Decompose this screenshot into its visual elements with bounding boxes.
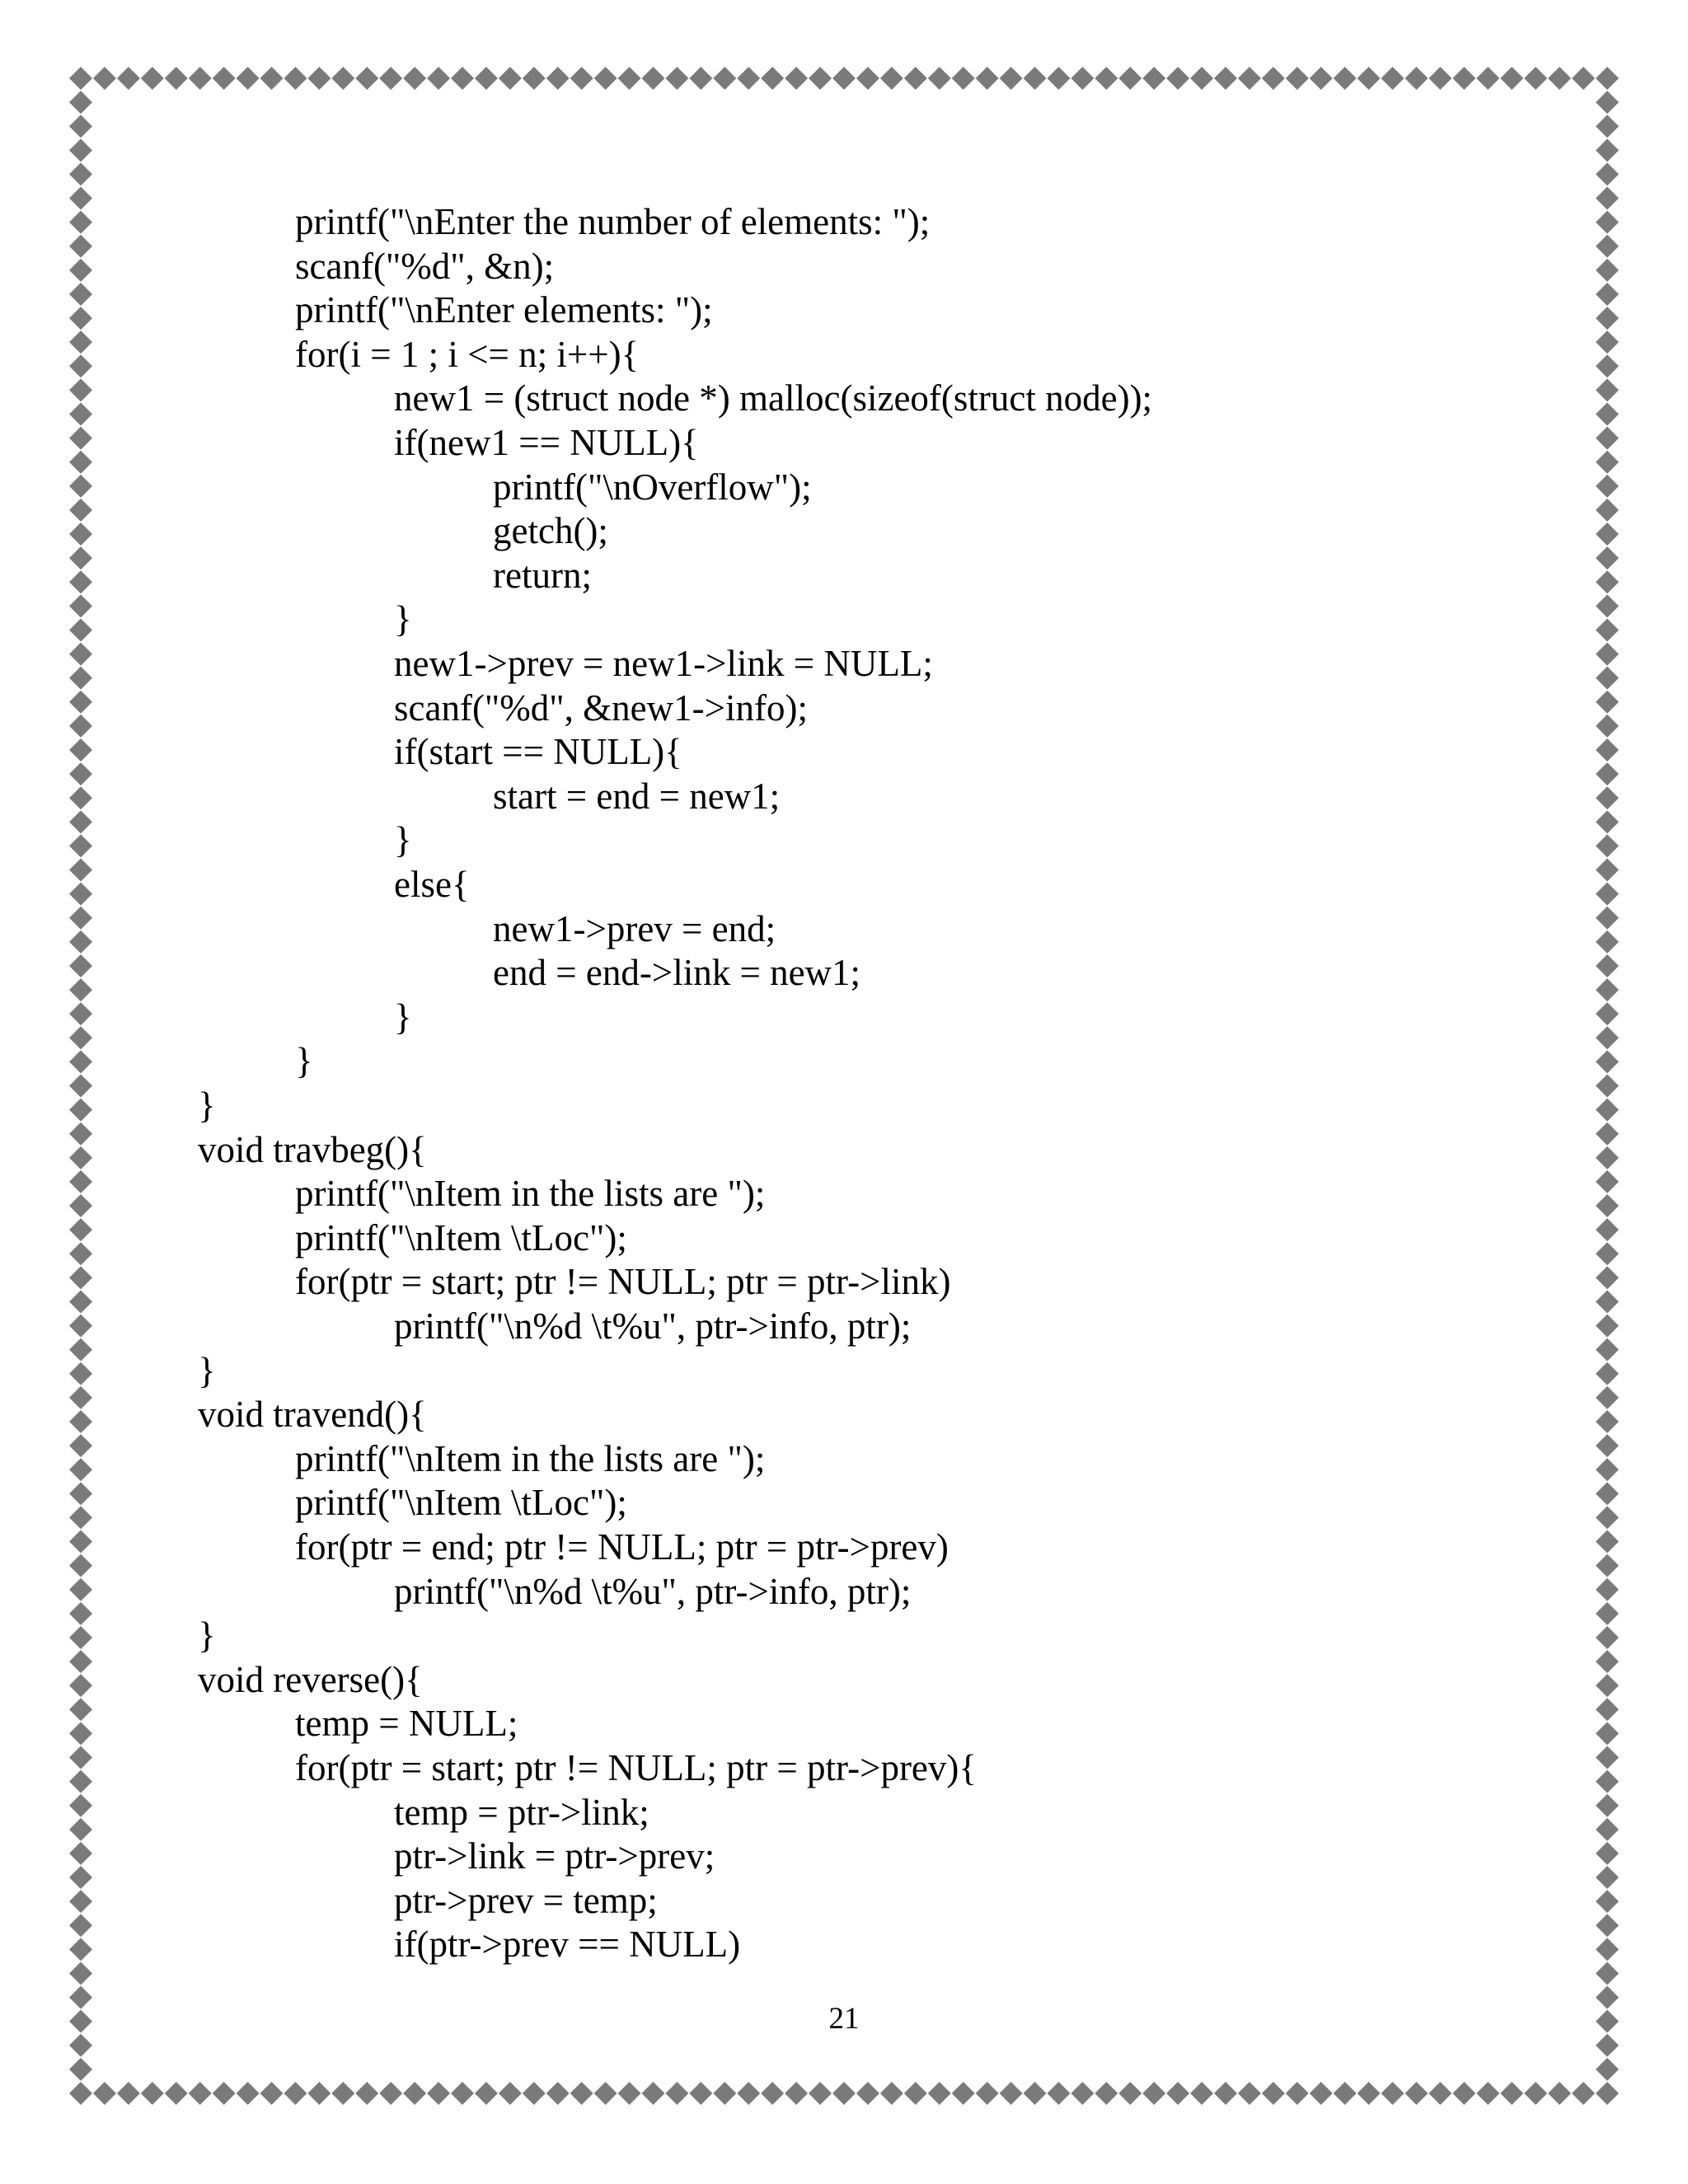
- code-line: printf("\nItem in the lists are ");: [295, 1173, 766, 1215]
- code-line: else{: [394, 864, 470, 905]
- code-line: scanf("%d", &new1->info);: [394, 687, 808, 729]
- code-line: new1->prev = new1->link = NULL;: [394, 643, 933, 684]
- code-line: end = end->link = new1;: [493, 952, 861, 994]
- code-line: scanf("%d", &n);: [295, 245, 555, 287]
- code-line: getch();: [493, 510, 608, 552]
- code-line: for(ptr = start; ptr != NULL; ptr = ptr->link): [295, 1261, 951, 1303]
- code-line: void reverse(){: [198, 1658, 423, 1700]
- code-line: }: [295, 1040, 313, 1082]
- code-line: }: [198, 1085, 216, 1126]
- code-line: }: [394, 598, 412, 640]
- code-line: printf("\n%d \t%u", ptr->info, ptr);: [394, 1305, 912, 1347]
- code-line: if(start == NULL){: [394, 731, 682, 773]
- page-number: 21: [828, 2002, 860, 2036]
- code-line: ptr->prev = temp;: [394, 1879, 658, 1921]
- code-line: ptr->link = ptr->prev;: [394, 1835, 715, 1877]
- code-line: }: [394, 996, 412, 1038]
- code-line: printf("\nItem in the lists are ");: [295, 1437, 766, 1479]
- code-line: temp = NULL;: [295, 1703, 518, 1745]
- code-line: }: [394, 819, 412, 861]
- code-line: if(new1 == NULL){: [394, 422, 699, 463]
- code-line: void travend(){: [198, 1394, 427, 1436]
- code-line: temp = ptr->link;: [394, 1791, 649, 1833]
- code-line: for(ptr = end; ptr != NULL; ptr = ptr->prev): [295, 1526, 949, 1568]
- code-line: for(ptr = start; ptr != NULL; ptr = ptr->prev){: [295, 1747, 977, 1788]
- code-line: new1 = (struct node *) malloc(sizeof(struct node));: [394, 377, 1153, 419]
- code-line: printf("\nEnter the number of elements: ");: [295, 201, 931, 242]
- code-line: return;: [493, 554, 592, 596]
- code-line: new1->prev = end;: [493, 907, 776, 949]
- code-line: }: [198, 1615, 216, 1657]
- code-line: void travbeg(){: [198, 1128, 427, 1170]
- code-line: }: [198, 1349, 216, 1391]
- code-line: start = end = new1;: [493, 775, 781, 817]
- code-line: printf("\nItem \tLoc");: [295, 1216, 627, 1258]
- code-line: printf("\nItem \tLoc");: [295, 1482, 627, 1524]
- code-line: for(i = 1 ; i <= n; i++){: [295, 333, 640, 375]
- code-line: printf("\nEnter elements: ");: [295, 289, 713, 331]
- code-line: printf("\nOverflow");: [493, 466, 812, 508]
- code-line: if(ptr->prev == NULL): [394, 1924, 741, 1966]
- code-line: printf("\n%d \t%u", ptr->info, ptr);: [394, 1570, 912, 1612]
